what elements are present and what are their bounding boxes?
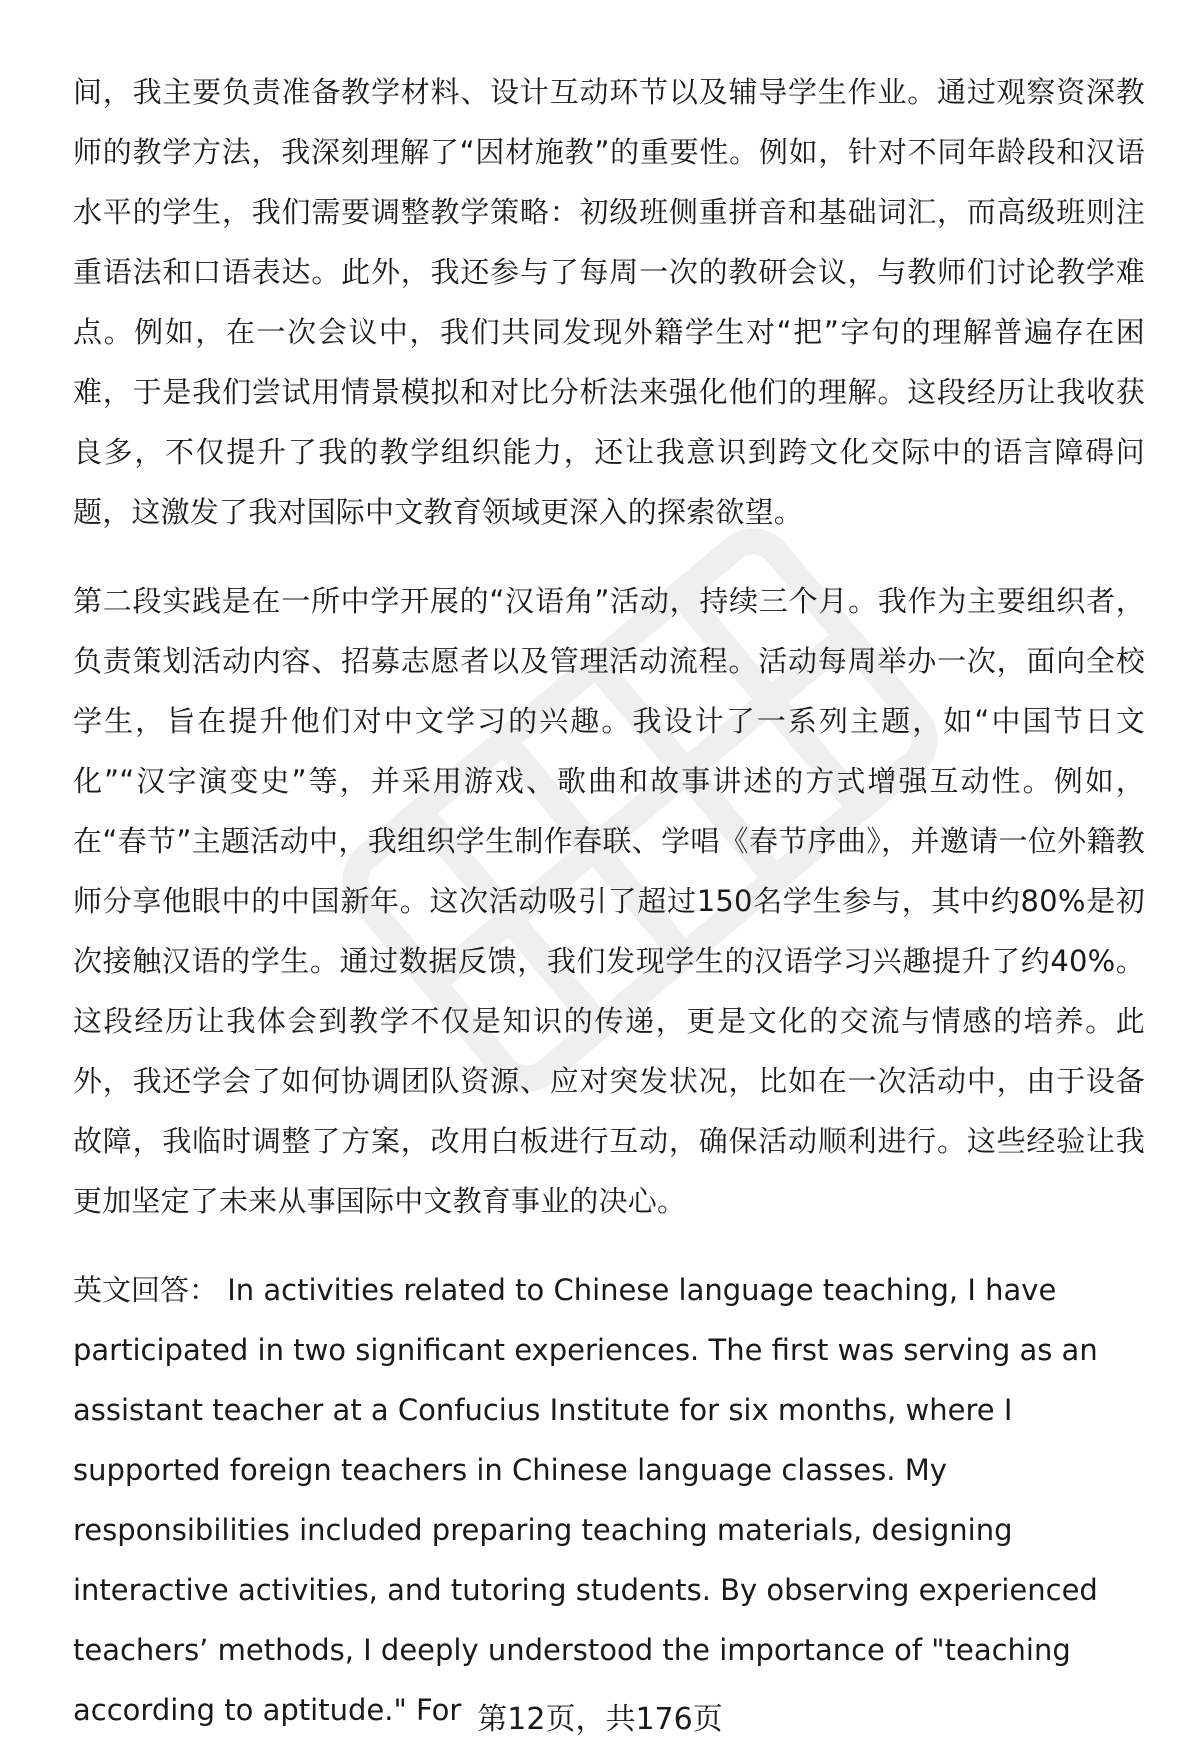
paragraph-1: 间，我主要负责准备教学材料、设计互动环节以及辅导学生作业。通过观察资深教师的教学方法，我深刻理解了“因材施教”的重要性。例如，针对不同年龄段和汉语水平的学生，我们需要调整教学策略：初级班侧重拼音和基础词汇，而高级班则注重语法和口语表达。此外，我还参与了每周一次的教研会议，与教师们讨论教学难点。例如，在一次会议中，我们共同发现外籍学生对“把”字句的理解普遍存在困难，于是我们尝试用情景模拟和对比分析法来强化他们的理解。这段经历让我收获良多，不仅提升了我的教学组织能力，还让我意识到跨文化交际中的语言障碍问题，这激发了我对国际中文教育领域更深入的探索欲望。: [73, 75, 1145, 529]
paragraph-3-english-answer: 英文回答： In activities related to Chinese language teaching, I have participated in two significant experiences. The first was serving as an assistant teacher at a Confucius Institute for six months, where I supported foreign teachers in Chinese language classes. My responsibilities included preparing teaching materials, designing interactive activities, and tutoring students. By observing experienced teachers’ methods, I deeply understood the importance of "teaching according to aptitude." For: [73, 1273, 1098, 1727]
document-body: [73, 62, 1145, 1740]
page-number-footer: 第12页，共176页: [477, 1702, 723, 1737]
paragraph-2: 第二段实践是在一所中学开展的“汉语角”活动，持续三个月。我作为主要组织者，负责策划活动内容、招募志愿者以及管理活动流程。活动每周举办一次，面向全校学生，旨在提升他们对中文学习的兴趣。我设计了一系列主题，如“中国节日文化”“汉字演变史”等，并采用游戏、歌曲和故事讲述的方式增强互动性。例如，在“春节”主题活动中，我组织学生制作春联、学唱《春节序曲》，并邀请一位外籍教师分享他眼中的中国新年。这次活动吸引了超过150名学生参与，其中约80%是初次接触汉语的学生。通过数据反馈，我们发现学生的汉语学习兴趣提升了约40%。这段经历让我体会到教学不仅是知识的传递，更是文化的交流与情感的培养。此外，我还学会了如何协调团队资源、应对突发状况，比如在一次活动中，由于设备故障，我临时调整了方案，改用白板进行互动，确保活动顺利进行。这些经验让我更加坚定了未来从事国际中文教育事业的决心。: [73, 584, 1145, 1218]
